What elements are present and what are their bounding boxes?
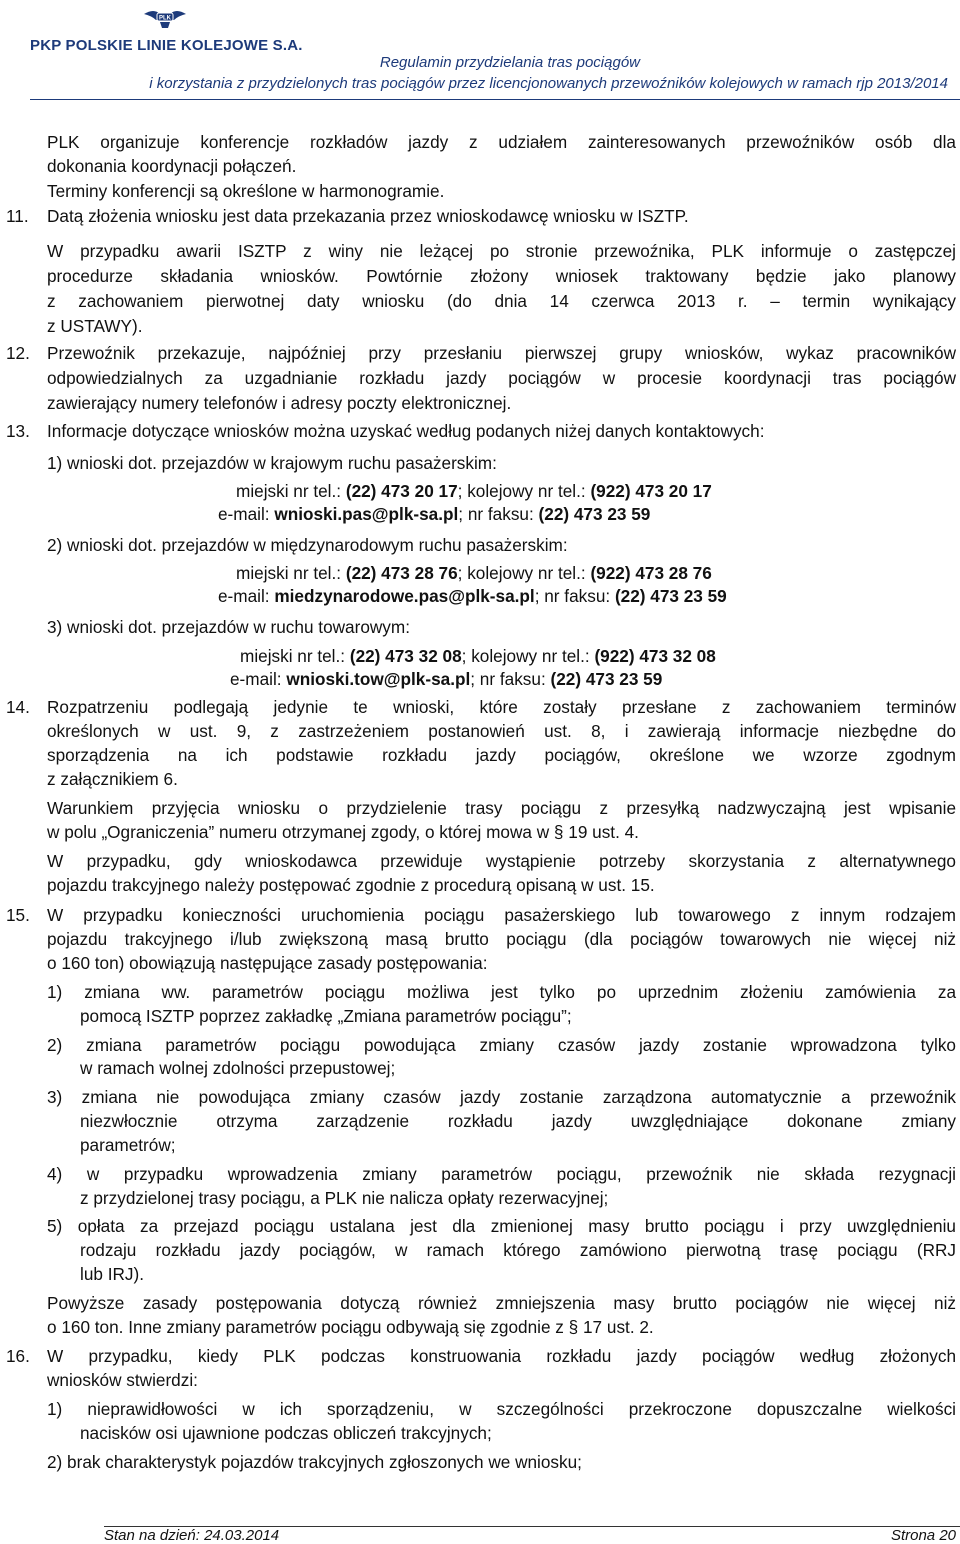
- list-item: 2) wnioski dot. przejazdów w międzynarodowym ruchu pasażerskim:: [47, 535, 568, 555]
- section-number: 14.: [6, 697, 30, 717]
- list-item-cont: rodzaju rozkładu jazdy pociągów, w ramach którego zamówiono pierwotną trasę pociągu (RRJ: [80, 1240, 956, 1260]
- footer-date: Stan na dzień: 24.03.2014: [104, 1527, 280, 1544]
- text-line: W przypadku, kiedy PLK podczas konstruowania rozkładu jazdy pociągów według złożonych: [47, 1346, 956, 1366]
- section-number: 16.: [6, 1346, 30, 1366]
- text-line: Terminy konferencji są określone w harmonogramie.: [47, 181, 445, 201]
- list-item-cont: pomocą ISZTP poprzez zakładkę „Zmiana parametrów pociągu”;: [80, 1006, 572, 1026]
- list-item-cont: nacisków osi ujawnione podczas obliczeń trakcyjnych;: [80, 1423, 492, 1443]
- contact-phones: miejski nr tel.: (22) 473 20 17; kolejowy nr tel.: (922) 473 20 17: [236, 481, 712, 501]
- footer-page-number: Strona 20: [890, 1527, 956, 1544]
- header-title-line1: Regulamin przydzielania tras pociągów: [379, 54, 640, 71]
- text-line: W przypadku konieczności uruchomienia pociągu pasażerskiego lub towarowego z innym rodzajem: [47, 905, 956, 925]
- text-line: W przypadku, gdy wnioskodawca przewiduje wystąpienie potrzeby skorzystania z alternatywnego: [47, 851, 956, 871]
- text-line: Warunkiem przyjęcia wniosku o przydzielenie trasy pociągu z przesyłką nadzwyczajną jest wpisanie: [47, 798, 956, 818]
- list-item: 3) wnioski dot. przejazdów w ruchu towarowym:: [47, 617, 410, 637]
- text-line: w polu „Ograniczenia” numeru otrzymanej zgody, o której mowa w § 19 ust. 4.: [47, 822, 639, 842]
- plk-emblem-icon: [142, 4, 188, 34]
- list-item-cont: parametrów;: [80, 1135, 176, 1155]
- text-line: zawierający numery telefonów i adresy poczty elektronicznej.: [47, 393, 512, 413]
- email-link[interactable]: miedzynarodowe.pas@plk-sa.pl: [274, 586, 535, 606]
- text-line: Datą złożenia wniosku jest data przekazania przez wnioskodawcę wniosku w ISZTP.: [47, 206, 689, 226]
- text-line: odpowiedzialnych za uzgadnianie rozkładu jazdy pociągów w procesie koordynacji tras pociągów: [47, 368, 956, 388]
- section-number: 13.: [6, 421, 30, 441]
- plk-logo: [30, 4, 303, 54]
- list-item: 3) zmiana nie powodująca zmiany czasów jazdy zostanie zarządzona automatycznie a przewoźnik: [47, 1087, 956, 1107]
- text-line: pojazdu trakcyjnego i/lub zwiększoną masą brutto pociągu (dla pociągów towarowych nie więcej niż: [47, 929, 956, 949]
- list-item: 2) zmiana parametrów pociągu powodująca zmiany czasów jazdy zostanie wprowadzona tylko: [47, 1035, 956, 1055]
- text-line: Informacje dotyczące wniosków można uzyskać według podanych niżej danych kontaktowych:: [47, 421, 765, 441]
- list-item: 5) opłata za przejazd pociągu ustalana jest dla zmienionej masy brutto pociągu i przy uwzględnieniu: [47, 1216, 956, 1236]
- list-item: 1) wnioski dot. przejazdów w krajowym ruchu pasażerskim:: [47, 453, 497, 473]
- text-line: o 160 ton. Inne zmiany parametrów pociągu odbywają się zgodnie z § 17 ust. 2.: [47, 1317, 654, 1337]
- logo-text: PKP POLSKIE LINIE KOLEJOWE S.A.: [30, 37, 303, 54]
- text-line: pojazdu trakcyjnego należy postępować zgodnie z procedurą opisaną w ust. 15.: [47, 875, 655, 895]
- contact-phones: miejski nr tel.: (22) 473 28 76; kolejowy nr tel.: (922) 473 28 76: [236, 563, 712, 583]
- list-item-cont: z przydzielonej trasy pociągu, a PLK nie nalicza opłaty rezerwacyjnej;: [80, 1188, 609, 1208]
- list-item: 1) nieprawidłowości w ich sporządzeniu, w szczególności przekroczone dopuszczalne wielkości: [47, 1399, 956, 1419]
- text-line: określonych w ust. 9, z zastrzeżeniem postanowień ust. 8, i zawierają informacje niezbędne do: [47, 721, 956, 741]
- list-item-cont: w ramach wolnej zdolności przepustowej;: [80, 1058, 396, 1078]
- section-number: 15.: [6, 905, 30, 925]
- page-header: [0, 0, 960, 104]
- text-line: Powyższe zasady postępowania dotyczą również zmniejszenia masy brutto pociągów nie więcej niż: [47, 1293, 956, 1313]
- text-line: z USTAWY).: [47, 316, 143, 336]
- list-item: 4) w przypadku wprowadzenia zmiany parametrów pociągu, przewoźnik nie składa rezygnacji: [47, 1164, 956, 1184]
- email-link[interactable]: wnioski.pas@plk-sa.pl: [274, 504, 459, 524]
- email-link[interactable]: wnioski.tow@plk-sa.pl: [286, 669, 471, 689]
- text-line: z załącznikiem 6.: [47, 769, 178, 789]
- contact-email-fax: e-mail: miedzynarodowe.pas@plk-sa.pl; nr faksu: (22) 473 23 59: [218, 586, 727, 606]
- text-line: o 160 ton) obowiązują następujące zasady postępowania:: [47, 953, 488, 973]
- text-line: sporządzenia na ich podstawie rozkładu jazdy pociągów, określone we wzorze zgodnym: [47, 745, 956, 765]
- list-item-cont: niezwłocznie otrzyma zarządzenie rozkładu jazdy uwzględniające dokonane zmiany: [80, 1111, 956, 1131]
- text-line: Rozpatrzeniu podlegają jedynie te wnioski, które zostały przesłane z zachowaniem terminów: [47, 697, 956, 717]
- text-line: Przewoźnik przekazuje, najpóźniej przy przesłaniu pierwszej grupy wniosków, wykaz pracowników: [47, 343, 956, 363]
- text-line: dokonania koordynacji połączeń.: [47, 156, 297, 176]
- svg-text:PLK: PLK: [159, 15, 171, 22]
- text-line: W przypadku awarii ISZTP z winy nie leżącej po stronie przewoźnika, PLK informuje o zastępczej: [47, 241, 956, 261]
- header-title-line2: i korzystania z przydzielonych tras pociągów przez licencjonowanych przewoźników kolejowych w ramach rjp 2013/2014: [149, 75, 948, 92]
- contact-email-fax: e-mail: wnioski.tow@plk-sa.pl; nr faksu: (22) 473 23 59: [230, 669, 663, 689]
- text-line: PLK organizuje konferencje rozkładów jazdy z udziałem zainteresowanych przewoźników osób dla: [47, 132, 956, 152]
- list-item: 1) zmiana ww. parametrów pociągu możliwa jest tylko po uprzednim złożeniu zamówienia za: [47, 982, 956, 1002]
- section-number: 11.: [6, 206, 29, 226]
- section-number: 12.: [6, 343, 30, 363]
- text-line: procedurze składania wniosków. Powtórnie złożony wniosek traktowany będzie jako planowy: [47, 266, 956, 286]
- contact-phones: miejski nr tel.: (22) 473 32 08; kolejowy nr tel.: (922) 473 32 08: [240, 646, 716, 666]
- list-item: 2) brak charakterystyk pojazdów trakcyjnych zgłoszonych we wniosku;: [47, 1452, 582, 1472]
- text-line: wniosków stwierdzi:: [47, 1370, 198, 1390]
- header-divider: [30, 99, 960, 100]
- list-item-cont: lub IRJ).: [80, 1264, 144, 1284]
- contact-email-fax: e-mail: wnioski.pas@plk-sa.pl; nr faksu: (22) 473 23 59: [218, 504, 651, 524]
- text-line: z zachowaniem pierwotnej daty wniosku (do dnia 14 czerwca 2013 r. – termin wynikający: [47, 291, 956, 311]
